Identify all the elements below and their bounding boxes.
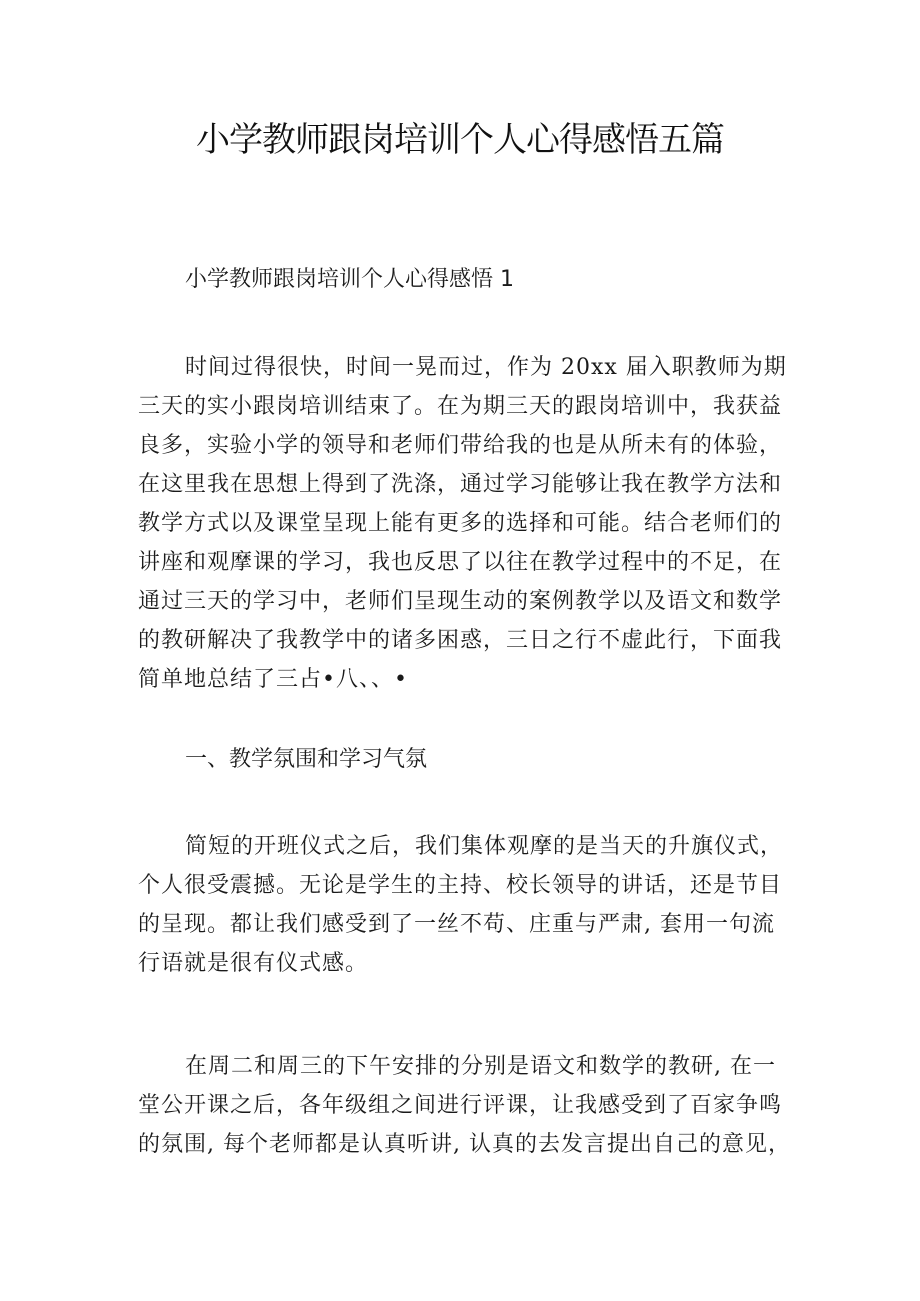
paragraph-ceremony	[138, 827, 798, 983]
paragraph-line: 行语就是很有仪式感。	[138, 951, 369, 976]
paragraph-line: 个人很受震撼。无论是学生的主持、校长领导的讲话，还是节目	[138, 873, 783, 898]
paragraph-line: 通过三天的学习中，老师们呈现生动的案例教学以及语文和数学	[138, 589, 783, 614]
paragraph-line: 的教研解决了我教学中的诸多困惑，三日之行不虚此行，下面我	[138, 628, 783, 653]
paragraph-line: 三天的实小跟岗培训结束了。在为期三天的跟岗培训中，我获益	[138, 394, 783, 419]
paragraph-line: 简单地总结了三占•八、、•	[138, 667, 408, 692]
paragraph-research	[138, 1047, 798, 1164]
paragraph-line: 在周二和周三的下午安排的分别是语文和数学的教研, 在一	[185, 1054, 776, 1079]
paragraph-line: 堂公开课之后，各年级组之间进行评课，让我感受到了百家争鸣	[138, 1093, 783, 1118]
paragraph-line: 时间过得很快，时间一晃而过，作为 20xx 届入职教师为期	[185, 355, 787, 380]
paragraph-line: 简短的开班仪式之后，我们集体观摩的是当天的升旗仪式，	[185, 834, 784, 859]
paragraph-line: 的氛围, 每个老师都是认真听讲, 认真的去发言提出自己的意见，	[138, 1132, 791, 1157]
paragraph-line: 在这里我在思想上得到了洗涤，通过学习能够让我在教学方法和	[138, 472, 783, 497]
section-heading: 一、教学氛围和学习气氛	[185, 747, 428, 772]
paragraph-line: 教学方式以及课堂呈现上能有更多的选择和可能。结合老师们的	[138, 511, 783, 536]
article-subheading: 小学教师跟岗培训个人心得感悟 1	[185, 267, 514, 292]
paragraph-intro	[138, 348, 798, 699]
document-title: 小学教师跟岗培训个人心得感悟五篇	[196, 120, 724, 160]
paragraph-line: 的呈现。都让我们感受到了一丝不苟、庄重与严肃, 套用一句流	[138, 912, 775, 937]
paragraph-line: 讲座和观摩课的学习，我也反思了以往在教学过程中的不足，在	[138, 550, 783, 575]
paragraph-line: 良多，实验小学的领导和老师们带给我的也是从所未有的体验，	[138, 433, 783, 458]
